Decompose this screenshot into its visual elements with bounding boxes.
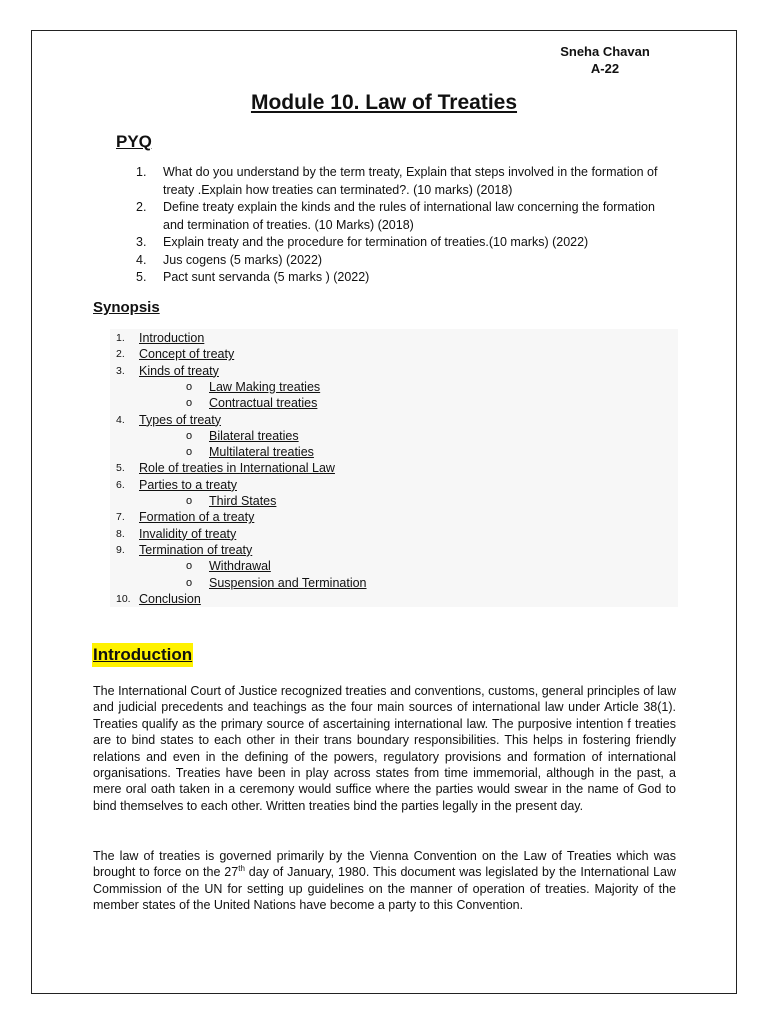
pyq-number: 1. (136, 165, 147, 179)
synopsis-subitem (110, 493, 678, 509)
synopsis-item (110, 330, 678, 346)
bullet-icon: o (186, 397, 193, 410)
bullet-icon: o (186, 576, 193, 589)
pyq-item (136, 269, 676, 287)
synopsis-heading: Synopsis (93, 299, 160, 316)
synopsis-item (110, 363, 678, 379)
synopsis-item (110, 509, 678, 525)
introduction-paragraph-2 (93, 848, 676, 914)
synopsis-sublink[interactable]: Suspension and Termination (209, 575, 367, 590)
synopsis-item (110, 591, 678, 607)
pyq-question: Define treaty explain the kinds and the rules of international law concerning the formation and termination of treaties. (10 Marks) (2018) (163, 200, 655, 232)
synopsis-number: 2. (116, 348, 125, 361)
synopsis-sublink[interactable]: Withdrawal (209, 559, 271, 574)
paragraph-text: The law of treaties is governed primarily by the Vienna Convention on the Law of Treaties which was brought to force on the 27 (93, 849, 676, 880)
synopsis-item (110, 526, 678, 542)
document-title: Module 10. Law of Treaties (250, 91, 518, 114)
synopsis-link[interactable]: Termination of treaty (139, 542, 253, 557)
author-name: Sneha Chavan (560, 44, 650, 59)
synopsis-list (110, 329, 678, 607)
pyq-item (136, 252, 676, 270)
synopsis-sublink[interactable]: Contractual treaties (209, 396, 318, 411)
synopsis-number: 8. (116, 527, 125, 540)
synopsis-sublink[interactable]: Law Making treaties (209, 379, 321, 394)
synopsis-sublink[interactable]: Multilateral treaties (209, 445, 314, 460)
author-roll: A-22 (590, 61, 620, 76)
pyq-heading: PYQ (116, 132, 152, 151)
pyq-question: What do you understand by the term treaty, Explain that steps involved in the formation of treaty .Explain how treaties can terminated?. (10 marks) (2018) (163, 165, 658, 197)
pyq-item (136, 199, 676, 234)
synopsis-number: 1. (116, 332, 125, 344)
synopsis-link[interactable]: Parties to a treaty (139, 477, 237, 492)
pyq-list (136, 164, 676, 287)
synopsis-subitem (110, 379, 678, 395)
synopsis-link[interactable]: Formation of a treaty (139, 510, 255, 525)
synopsis-link[interactable]: Role of treaties in International Law (139, 461, 335, 476)
synopsis-sublink[interactable]: Third States (209, 494, 277, 508)
synopsis-number: 7. (116, 511, 125, 524)
synopsis-sublink[interactable]: Bilateral treaties (209, 428, 299, 443)
synopsis-link[interactable]: Types of treaty (139, 412, 221, 427)
synopsis-item (110, 412, 678, 428)
author-block (560, 43, 650, 77)
pyq-item (136, 234, 676, 252)
synopsis-subitem (110, 575, 678, 591)
bullet-icon: o (186, 429, 193, 442)
synopsis-number: 4. (116, 413, 125, 426)
synopsis-number: 10. (116, 592, 131, 605)
pyq-number: 2. (136, 200, 147, 214)
superscript-ordinal: th (238, 864, 245, 874)
synopsis-number: 5. (116, 462, 125, 475)
synopsis-subitem (110, 444, 678, 460)
introduction-heading: Introduction (92, 643, 193, 667)
synopsis-item (110, 460, 678, 476)
synopsis-link[interactable]: Concept of treaty (139, 347, 235, 362)
pyq-number: 4. (136, 252, 147, 267)
synopsis-subitem (110, 558, 678, 574)
pyq-question: Pact sunt servanda (5 marks ) (2022) (163, 270, 370, 284)
synopsis-item (110, 346, 678, 362)
synopsis-subitem (110, 395, 678, 411)
synopsis-link[interactable]: Invalidity of treaty (139, 526, 237, 541)
synopsis-number: 6. (116, 478, 125, 491)
synopsis-link[interactable]: Conclusion (139, 591, 201, 606)
synopsis-number: 3. (116, 364, 125, 377)
paragraph-text: day of January, 1980. This document was legislated by the International Law Commission of the UN for setting up guidelines on the manner of operation of treaties. Majority of the member states of the United Nations have become a party to this Convention. (93, 865, 676, 913)
synopsis-subitem (110, 428, 678, 444)
bullet-icon: o (186, 560, 193, 573)
bullet-icon: o (186, 446, 193, 459)
synopsis-link[interactable]: Introduction (139, 331, 205, 345)
bullet-icon: o (186, 495, 193, 507)
synopsis-item (110, 477, 678, 493)
pyq-item (136, 164, 676, 199)
pyq-question: Explain treaty and the procedure for termination of treaties.(10 marks) (2022) (163, 235, 589, 249)
pyq-number: 3. (136, 235, 147, 249)
introduction-paragraph-1: The International Court of Justice recognized treaties and conventions, customs, general principles of law and judicial precedents and teachings as the four main sources of international law under Article 38(1). Treaties qualify as the primary source of ascertaining international law. The purposive intention f treaties are to bind states to each other in their trans boundary responsibilities. This helps in fostering friendly relations and even in the defining of the powers, regulatory provisions and formation of international organisations. Treaties have been in play across states from time immemorial, although in the past, a mere oral oath taken in a ceremony would suffice where the parties would swear in the name of God to bind themselves to each other. Written treaties bind the parties legally in the present day. (93, 684, 676, 813)
bullet-icon: o (186, 380, 193, 393)
synopsis-item (110, 542, 678, 558)
pyq-number: 5. (136, 270, 147, 284)
synopsis-link[interactable]: Kinds of treaty (139, 363, 219, 378)
pyq-question: Jus cogens (5 marks) (2022) (163, 252, 323, 267)
synopsis-number: 9. (116, 543, 125, 556)
